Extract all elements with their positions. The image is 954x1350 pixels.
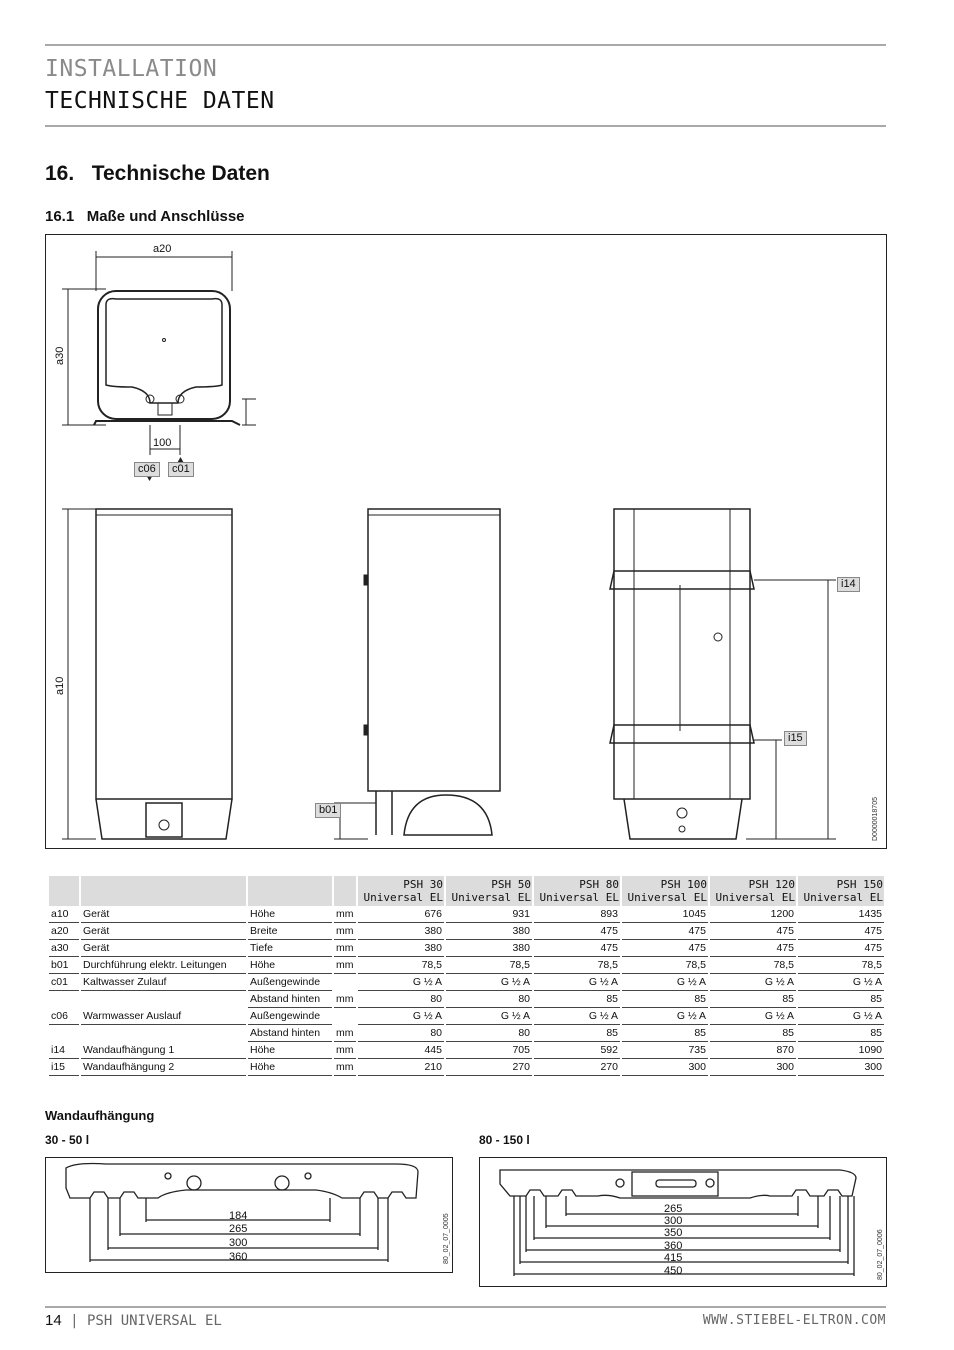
row-unit: mm: [334, 1026, 356, 1042]
row-unit: mm: [334, 924, 356, 940]
row-name: Wandaufhängung 1: [81, 1043, 246, 1059]
row-value: G ½ A: [798, 1009, 884, 1025]
bracket-large-svg: [480, 1158, 886, 1286]
tag-b01: b01: [315, 803, 341, 818]
tag-c01: c01: [168, 462, 194, 477]
table-row: [49, 924, 884, 940]
row-value: G ½ A: [710, 975, 796, 991]
row-unit: mm: [334, 1060, 356, 1076]
row-value: G ½ A: [446, 1009, 532, 1025]
subsection-title: 16.1 Maße und Anschlüsse: [45, 208, 245, 225]
footer-rule: [45, 1306, 886, 1308]
wall-mount-title: Wandaufhängung: [45, 1108, 155, 1123]
bracket-small-svg: [46, 1158, 452, 1272]
table-row: [49, 958, 884, 974]
row-name: Gerät: [81, 941, 246, 957]
row-value: 1045: [622, 907, 708, 923]
row-parameter: Breite: [248, 924, 332, 940]
row-value: 1090: [798, 1043, 884, 1059]
table-row: [49, 975, 884, 991]
row-parameter: Abstand hinten: [248, 1026, 332, 1042]
row-unit: [334, 1009, 356, 1025]
table-header-empty: [81, 876, 246, 906]
dim-360: 360: [664, 1240, 683, 1252]
row-value: 210: [358, 1060, 444, 1076]
row-value: G ½ A: [798, 975, 884, 991]
row-value: 85: [534, 1026, 620, 1042]
row-value: 931: [446, 907, 532, 923]
front-view-housing: [96, 509, 232, 799]
row-parameter: Höhe: [248, 958, 332, 974]
table-row: [49, 992, 884, 1008]
dim-265: 265: [664, 1203, 683, 1215]
header-bottom-rule: [45, 125, 886, 127]
row-value: G ½ A: [358, 1009, 444, 1025]
row-name: Warmwasser Auslauf: [81, 1009, 246, 1025]
wall-bracket-small-drawing: [45, 1157, 453, 1273]
table-row: [49, 907, 884, 923]
row-value: 1200: [710, 907, 796, 923]
table-row: [49, 941, 884, 957]
row-value: 1435: [798, 907, 884, 923]
row-code: a10: [49, 907, 79, 923]
row-name: [81, 992, 246, 1008]
row-value: 380: [358, 941, 444, 957]
row-value: G ½ A: [446, 975, 532, 991]
row-unit: mm: [334, 958, 356, 974]
row-code: b01: [49, 958, 79, 974]
row-value: G ½ A: [358, 975, 444, 991]
row-value: 80: [446, 992, 532, 1008]
table-header-model: PSH 150 Universal EL: [798, 876, 884, 906]
row-unit: mm: [334, 992, 356, 1008]
row-value: G ½ A: [534, 1009, 620, 1025]
row-value: 80: [358, 1026, 444, 1042]
page-number: 14: [45, 1312, 62, 1329]
table-header-model: PSH 30 Universal EL: [358, 876, 444, 906]
row-value: 475: [622, 924, 708, 940]
row-value: 475: [798, 941, 884, 957]
row-name: [81, 1026, 246, 1042]
row-value: 735: [622, 1043, 708, 1059]
dim-360: 360: [229, 1251, 248, 1263]
bracket-small-code: 80_02_07_0005: [443, 1213, 450, 1264]
table-header-model: PSH 100 Universal EL: [622, 876, 708, 906]
row-value: 85: [622, 992, 708, 1008]
label-a10: a10: [54, 676, 66, 695]
row-value: 592: [534, 1043, 620, 1059]
label-100: 100: [153, 437, 172, 449]
row-value: 85: [798, 992, 884, 1008]
header-chapter: INSTALLATION: [45, 56, 218, 82]
wall-bracket-upper: [610, 571, 754, 589]
row-unit: mm: [334, 907, 356, 923]
table-header-model: PSH 50 Universal EL: [446, 876, 532, 906]
appliance-drawing: [46, 235, 886, 848]
table-header-model: PSH 120 Universal EL: [710, 876, 796, 906]
row-name: Gerät: [81, 924, 246, 940]
dim-415: 415: [664, 1252, 683, 1264]
row-parameter: Höhe: [248, 1060, 332, 1076]
dim-265: 265: [229, 1223, 248, 1235]
row-value: 475: [534, 924, 620, 940]
row-parameter: Außengewinde: [248, 975, 332, 991]
row-value: 870: [710, 1043, 796, 1059]
row-name: Durchführung elektr. Leitungen: [81, 958, 246, 974]
row-value: 475: [622, 941, 708, 957]
row-name: Kaltwasser Zulauf: [81, 975, 246, 991]
table-row: [49, 1026, 884, 1042]
row-unit: mm: [334, 1043, 356, 1059]
side-view-housing: [368, 509, 500, 791]
tag-c06: c06: [134, 462, 160, 477]
row-value: 78,5: [358, 958, 444, 974]
row-parameter: Abstand hinten: [248, 992, 332, 1008]
row-unit: [334, 975, 356, 991]
row-value: 380: [446, 941, 532, 957]
row-value: 445: [358, 1043, 444, 1059]
row-value: 475: [798, 924, 884, 940]
footer-left: [45, 1312, 222, 1329]
header-top-rule: [45, 44, 886, 46]
top-view-housing: [98, 291, 230, 419]
row-value: 78,5: [798, 958, 884, 974]
technical-data-table: [47, 875, 886, 1077]
row-name: Wandaufhängung 2: [81, 1060, 246, 1076]
row-value: G ½ A: [534, 975, 620, 991]
tag-i15: i15: [784, 731, 807, 746]
row-value: 270: [446, 1060, 532, 1076]
row-value: 300: [710, 1060, 796, 1076]
label-a20: a20: [153, 243, 172, 255]
wall-bracket-large-drawing: [479, 1157, 887, 1287]
table-row: [49, 1060, 884, 1076]
row-value: 705: [446, 1043, 532, 1059]
row-value: 78,5: [446, 958, 532, 974]
row-unit: mm: [334, 941, 356, 957]
dimension-drawing: [45, 234, 887, 849]
row-value: 78,5: [534, 958, 620, 974]
row-value: G ½ A: [622, 1009, 708, 1025]
row-code: a30: [49, 941, 79, 957]
row-value: 380: [358, 924, 444, 940]
table-header-empty: [248, 876, 332, 906]
label-a30: a30: [54, 346, 66, 365]
row-code: i15: [49, 1060, 79, 1076]
footer-url: WWW.STIEBEL-ELTRON.COM: [702, 1313, 886, 1328]
range-small: 30 - 50 l: [45, 1133, 90, 1147]
row-value: 85: [622, 1026, 708, 1042]
table-body: [49, 907, 884, 1076]
row-value: 85: [798, 1026, 884, 1042]
footer-doc-name: PSH UNIVERSAL EL: [86, 1313, 222, 1329]
row-code: [49, 1026, 79, 1042]
row-value: 80: [446, 1026, 532, 1042]
row-value: 80: [358, 992, 444, 1008]
row-value: 85: [534, 992, 620, 1008]
row-code: i14: [49, 1043, 79, 1059]
table-header-empty: [49, 876, 79, 906]
row-value: 380: [446, 924, 532, 940]
row-value: 475: [710, 924, 796, 940]
row-value: 85: [710, 992, 796, 1008]
row-value: 300: [798, 1060, 884, 1076]
row-code: c01: [49, 975, 79, 991]
row-parameter: Außengewinde: [248, 1009, 332, 1025]
dim-300: 300: [664, 1215, 683, 1227]
row-code: c06: [49, 1009, 79, 1025]
table-row: [49, 1009, 884, 1025]
row-value: 475: [710, 941, 796, 957]
row-code: a20: [49, 924, 79, 940]
bracket-large-code: 80_02_07_0006: [877, 1229, 884, 1280]
dim-450: 450: [664, 1265, 683, 1277]
row-code: [49, 992, 79, 1008]
table-header-row: [49, 876, 884, 906]
drawing-code: D0000018705: [872, 797, 879, 841]
table-row: [49, 1043, 884, 1059]
range-large: 80 - 150 l: [479, 1133, 530, 1147]
row-value: 676: [358, 907, 444, 923]
dim-350: 350: [664, 1227, 683, 1239]
row-value: 300: [622, 1060, 708, 1076]
table-header-empty: [334, 876, 356, 906]
row-name: Gerät: [81, 907, 246, 923]
row-value: 893: [534, 907, 620, 923]
row-value: 85: [710, 1026, 796, 1042]
header-section: TECHNISCHE DATEN: [45, 88, 275, 114]
row-value: 475: [534, 941, 620, 957]
tag-i14: i14: [837, 577, 860, 592]
dim-184: 184: [229, 1210, 248, 1222]
row-parameter: Höhe: [248, 1043, 332, 1059]
row-value: G ½ A: [710, 1009, 796, 1025]
row-parameter: Höhe: [248, 907, 332, 923]
row-value: 270: [534, 1060, 620, 1076]
wall-bracket-lower: [610, 725, 754, 743]
row-value: G ½ A: [622, 975, 708, 991]
dim-300: 300: [229, 1237, 248, 1249]
row-value: 78,5: [622, 958, 708, 974]
row-value: 78,5: [710, 958, 796, 974]
section-title: 16. Technische Daten: [45, 162, 270, 185]
table-header-model: PSH 80 Universal EL: [534, 876, 620, 906]
row-parameter: Tiefe: [248, 941, 332, 957]
footer-separator: |: [61, 1313, 87, 1329]
